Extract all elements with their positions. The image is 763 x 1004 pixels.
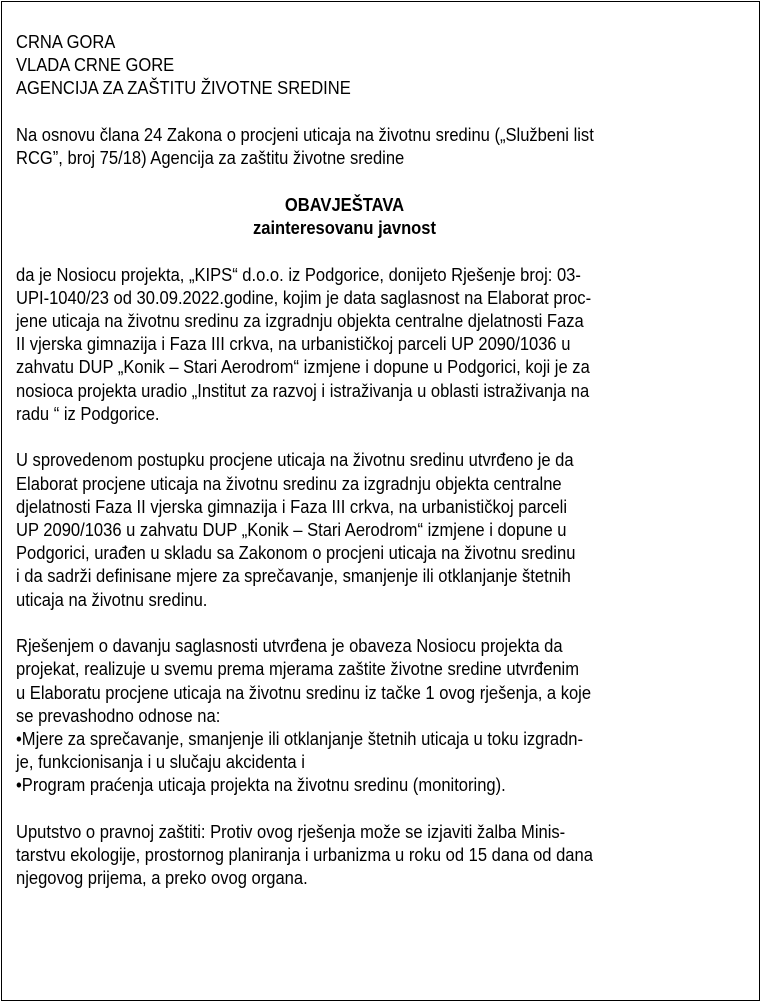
- text-line: Rješenjem o davanju saglasnosti utvrđena je obaveza Nosiocu projekta da: [16, 635, 563, 657]
- text-line: RCG”, broj 75/18) Agencija za zaštitu životne sredine: [16, 147, 405, 169]
- text-line: u Elaboratu procjene uticaja na životnu sredinu iz tačke 1 ovog rješenja, a koje: [16, 681, 592, 703]
- paragraph-legal-remedy: [16, 820, 746, 890]
- text-line: Elaborat procjene uticaja na životnu sredinu za izgradnju objekta centralne: [16, 472, 562, 494]
- text-line: Uputstvo o pravnoj zaštiti: Protiv ovog rješenja može se izjaviti žalba Minis-: [16, 821, 566, 843]
- intro-paragraph: [16, 123, 746, 169]
- header-line: AGENCIJA ZA ZAŠTITU ŽIVOTNE SREDINE: [16, 77, 351, 99]
- text-line: zahvatu DUP „Konik – Stari Aerodrom“ izmjene i dopune u Podgorici, koji je za: [16, 356, 590, 378]
- text-line: je, funkcionisanja i u slučaju akcidenta i: [16, 751, 305, 773]
- text-line: uticaja na životnu sredinu.: [16, 588, 208, 610]
- text-line: Podgorici, urađen u skladu sa Zakonom o procjeni uticaja na životnu sredinu: [16, 542, 576, 564]
- text-line: UPI-1040/23 od 30.09.2022.godine, kojim je data saglasnost na Elaborat proc-: [16, 286, 592, 308]
- text-line: jene uticaja na životnu sredinu za izgradnju objekta centralne djelatnosti Faza: [16, 310, 584, 331]
- text-line: U sprovedenom postupku procjene uticaja na životnu sredinu utvrđeno je da: [16, 449, 574, 471]
- bullet-line: •Program praćenja uticaja projekta na životnu sredinu (monitoring).: [16, 774, 506, 796]
- notice-content: [16, 30, 746, 890]
- text-line: projekat, realizuje u svemu prema mjerama zaštite životne sredine utvrđenim: [16, 658, 580, 680]
- text-line: se prevashodno odnose na:: [16, 704, 221, 726]
- text-line: tarstvu ekologije, prostornog planiranja i urbanizma u roku od 15 dana od dana: [16, 844, 593, 866]
- text-line: da je Nosiocu projekta, „KIPS“ d.o.o. iz Podgorice, donijeto Rješenje broj: 03-: [16, 263, 581, 285]
- paragraph-decision: [16, 263, 746, 425]
- text-line: radu “ iz Podgorice.: [16, 402, 160, 424]
- title-sub: zainteresovanu javnost: [252, 217, 437, 238]
- text-line: II vjerska gimnazija i Faza III crkva, na urbanističkoj parceli UP 2090/1036 u: [16, 333, 571, 355]
- text-line: UP 2090/1036 u zahvatu DUP „Konik – Stari Aerodrom“ izmjene i dopune u: [16, 519, 567, 541]
- text-line: njegovog prijema, a preko ovog organa.: [16, 867, 308, 889]
- paragraph-obligations: [16, 634, 746, 796]
- text-line: nosioca projekta uradio „Institut za razvoj i istraživanja u oblasti istraživanja na: [16, 379, 590, 401]
- text-line: djelatnosti Faza II vjerska gimnazija i Faza III crkva, na urbanističkoj parceli: [16, 495, 568, 517]
- text-line: Na osnovu člana 24 Zakona o procjeni uticaja na životnu sredinu („Službeni list: [16, 124, 594, 145]
- title-main: OBAVJEŠTAVA: [284, 193, 405, 215]
- header-line: VLADA CRNE GORE: [16, 54, 175, 76]
- paragraph-procedure: [16, 448, 746, 610]
- header-block: [16, 30, 746, 100]
- header-line: CRNA GORA: [16, 31, 116, 52]
- text-line: i da sadrži definisane mjere za sprečavanje, smanjenje ili otklanjanje štetnih: [16, 565, 571, 587]
- title-block: [16, 193, 673, 239]
- bullet-line: •Mjere za sprečavanje, smanjenje ili otklanjanje štetnih uticaja u toku izgradn-: [16, 728, 584, 750]
